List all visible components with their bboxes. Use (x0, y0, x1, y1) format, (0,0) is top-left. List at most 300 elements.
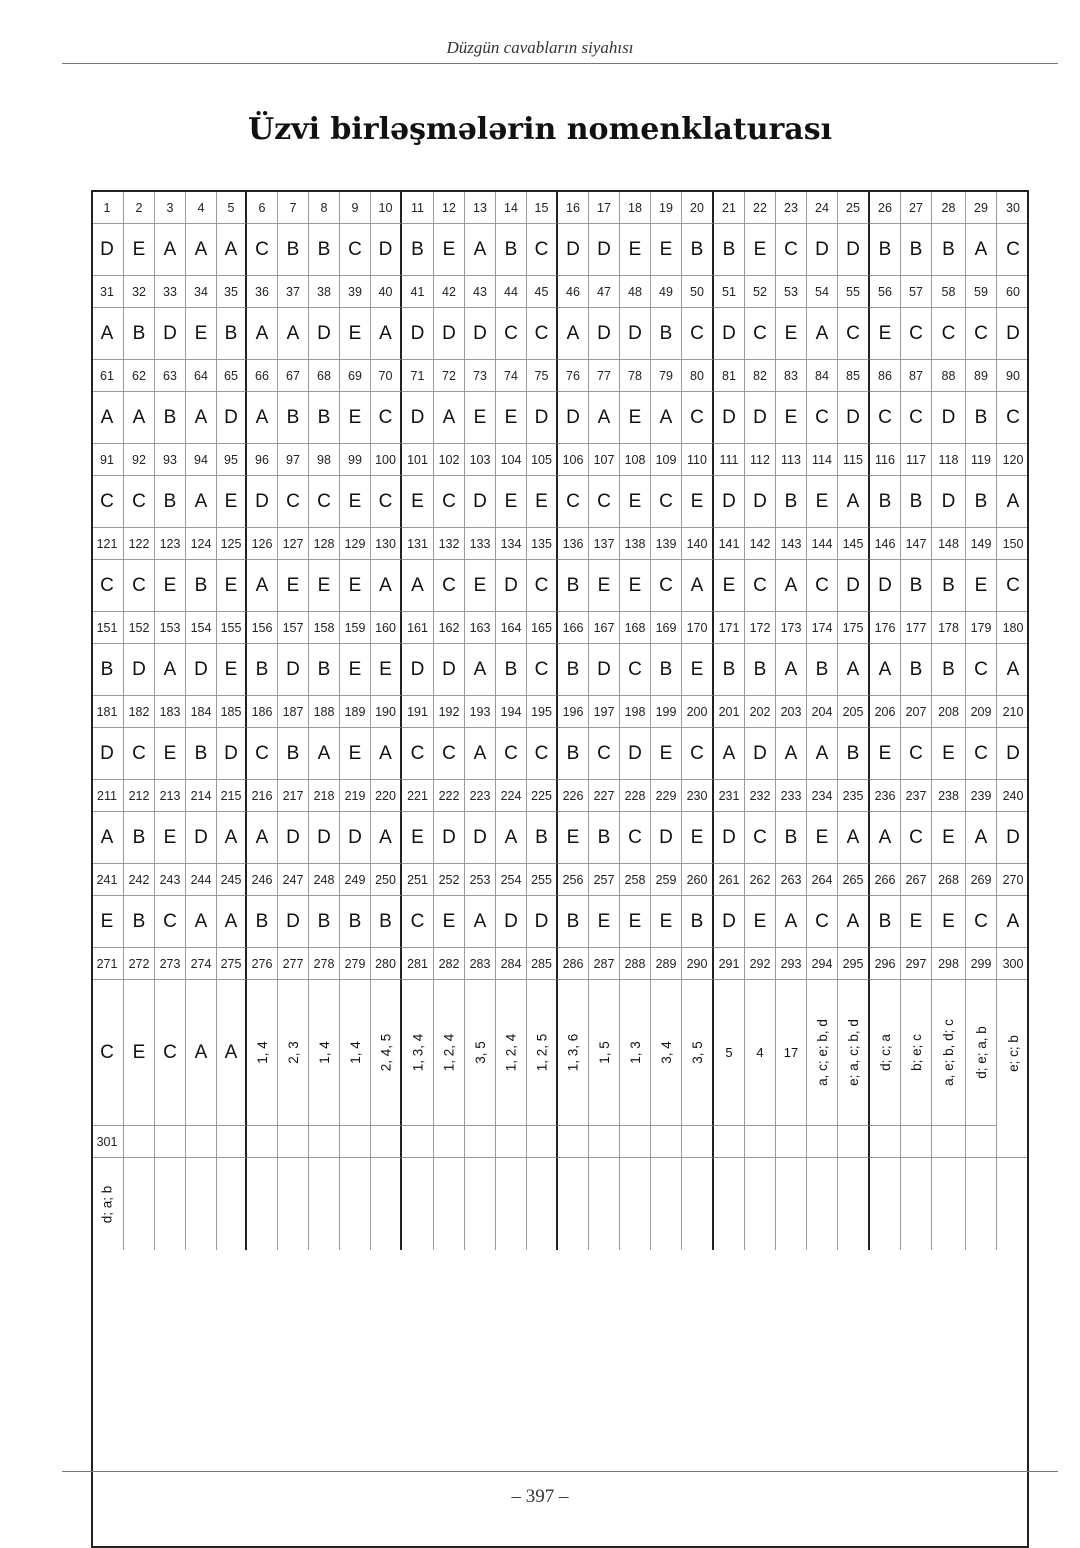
answer-cell: B (309, 392, 340, 444)
question-number-cell: 275 (217, 948, 247, 980)
question-number-cell: 6 (247, 192, 278, 224)
question-number-cell: 283 (465, 948, 496, 980)
question-number-cell: 92 (124, 444, 155, 476)
answer-cell: D (278, 812, 309, 864)
answer-cell: D (714, 896, 745, 948)
question-number-cell: 235 (838, 780, 870, 812)
answer-cell: D (155, 308, 186, 360)
answer-cell: B (340, 896, 371, 948)
answer-cell: C (527, 560, 558, 612)
question-number-cell: 114 (807, 444, 838, 476)
question-number-cell: 277 (278, 948, 309, 980)
answer-cell: C (966, 308, 997, 360)
question-number-cell: 197 (589, 696, 620, 728)
answer-cell: E (620, 476, 651, 528)
question-number-cell: 284 (496, 948, 527, 980)
question-number-cell (434, 1126, 465, 1158)
question-number-cell: 253 (465, 864, 496, 896)
question-number-cell: 211 (91, 780, 124, 812)
answer-cell: D (997, 812, 1029, 864)
answer-cell (558, 1158, 589, 1250)
question-number-cell: 64 (186, 360, 217, 392)
question-number-cell: 246 (247, 864, 278, 896)
question-number-cell: 87 (901, 360, 932, 392)
answer-cell: E (340, 308, 371, 360)
answer-cell (91, 1158, 124, 1250)
question-number-cell: 208 (932, 696, 966, 728)
answer-cell: A (838, 812, 870, 864)
answer-cell: B (155, 476, 186, 528)
answer-cell: E (124, 224, 155, 276)
answer-cell (247, 1158, 278, 1250)
answer-cell: E (620, 392, 651, 444)
question-number-cell: 50 (682, 276, 714, 308)
question-number-cell (247, 1126, 278, 1158)
answer-cell: C (745, 308, 776, 360)
question-number-cell: 269 (966, 864, 997, 896)
question-number-cell: 105 (527, 444, 558, 476)
answer-cell: E (217, 560, 247, 612)
answer-cell: B (870, 476, 901, 528)
question-number-cell: 26 (870, 192, 901, 224)
answer-cell: C (745, 812, 776, 864)
answer-text-rotated: e; a, c; b, d (845, 1019, 861, 1086)
answer-cell: D (465, 308, 496, 360)
question-number-cell: 203 (776, 696, 807, 728)
question-number-cell: 165 (527, 612, 558, 644)
question-number-cell: 104 (496, 444, 527, 476)
answer-cell: E (434, 224, 465, 276)
question-number-cell: 17 (589, 192, 620, 224)
answer-cell (217, 1158, 247, 1250)
answer-cell: E (217, 476, 247, 528)
question-number-cell: 110 (682, 444, 714, 476)
question-number-cell: 238 (932, 780, 966, 812)
answer-cell: A (278, 308, 309, 360)
answer-cell (434, 1158, 465, 1250)
answer-cell: E (620, 224, 651, 276)
answer-cell: E (465, 560, 496, 612)
question-number-cell: 156 (247, 612, 278, 644)
answer-cell: E (776, 392, 807, 444)
question-number-cell (651, 1126, 682, 1158)
answer-cell (714, 1158, 745, 1250)
question-number-cell: 157 (278, 612, 309, 644)
question-number-cell: 4 (186, 192, 217, 224)
answer-cell: C (997, 224, 1029, 276)
question-number-cell: 173 (776, 612, 807, 644)
answer-cell: C (997, 392, 1029, 444)
answer-cell: B (278, 392, 309, 444)
question-number-cell: 75 (527, 360, 558, 392)
question-number-cell: 189 (340, 696, 371, 728)
answer-cell: A (217, 812, 247, 864)
question-number-cell: 143 (776, 528, 807, 560)
question-number-cell: 93 (155, 444, 186, 476)
answer-cell: A (186, 392, 217, 444)
answer-cell (776, 1158, 807, 1250)
answer-cell (682, 980, 714, 1126)
answer-cell: C (838, 308, 870, 360)
answer-cell: D (932, 476, 966, 528)
question-number-cell: 117 (901, 444, 932, 476)
question-number-cell: 126 (247, 528, 278, 560)
question-number-cell: 82 (745, 360, 776, 392)
answer-cell: A (186, 476, 217, 528)
answer-text-rotated: 3, 5 (689, 1041, 705, 1064)
answer-cell: E (186, 308, 217, 360)
answer-cell: B (217, 308, 247, 360)
question-number-cell: 293 (776, 948, 807, 980)
answer-cell: E (589, 560, 620, 612)
answer-cell: C (247, 728, 278, 780)
answer-cell: C (124, 560, 155, 612)
question-number-cell: 97 (278, 444, 309, 476)
answer-cell: D (589, 644, 620, 696)
question-number-cell: 134 (496, 528, 527, 560)
answer-cell (682, 1158, 714, 1250)
question-number-cell: 57 (901, 276, 932, 308)
answer-text-rotated: 2, 4, 5 (378, 1033, 393, 1072)
answer-cell: A (402, 560, 434, 612)
question-number-cell: 196 (558, 696, 589, 728)
question-number-cell: 272 (124, 948, 155, 980)
question-number-cell: 200 (682, 696, 714, 728)
answer-cell: A (776, 560, 807, 612)
question-number-cell: 95 (217, 444, 247, 476)
question-number-cell: 250 (371, 864, 402, 896)
answer-cell: E (217, 644, 247, 696)
answer-cell: B (870, 224, 901, 276)
question-number-cell: 252 (434, 864, 465, 896)
answer-text-rotated: 1, 3 (627, 1041, 643, 1064)
answer-cell: C (997, 560, 1029, 612)
question-number-cell (589, 1126, 620, 1158)
answer-cell: C (527, 728, 558, 780)
answer-cell: A (371, 560, 402, 612)
answer-cell: B (155, 392, 186, 444)
answer-cell: D (278, 644, 309, 696)
answer-cell: E (807, 812, 838, 864)
question-number-cell: 107 (589, 444, 620, 476)
question-number-cell (838, 1126, 870, 1158)
answer-cell: C (496, 308, 527, 360)
answer-cell: B (932, 224, 966, 276)
answer-text-rotated: b; e; c (908, 1034, 924, 1071)
question-number-cell: 69 (340, 360, 371, 392)
question-number-cell: 85 (838, 360, 870, 392)
question-number-cell: 264 (807, 864, 838, 896)
question-number-cell: 175 (838, 612, 870, 644)
question-number-cell: 205 (838, 696, 870, 728)
question-number-cell: 210 (997, 696, 1029, 728)
question-number-cell: 14 (496, 192, 527, 224)
answer-cell: D (997, 308, 1029, 360)
question-number-cell (340, 1126, 371, 1158)
question-number-cell: 237 (901, 780, 932, 812)
answer-cell: D (402, 392, 434, 444)
question-number-cell: 278 (309, 948, 340, 980)
answer-cell (776, 980, 807, 1126)
answer-cell: E (340, 476, 371, 528)
question-number-cell: 67 (278, 360, 309, 392)
question-number-cell (371, 1126, 402, 1158)
answer-cell: B (309, 644, 340, 696)
question-number-cell: 68 (309, 360, 340, 392)
question-number-cell: 46 (558, 276, 589, 308)
question-number-cell: 32 (124, 276, 155, 308)
question-number-cell: 62 (124, 360, 155, 392)
question-number-cell: 195 (527, 696, 558, 728)
question-number-cell: 204 (807, 696, 838, 728)
answer-cell: C (651, 560, 682, 612)
question-number-cell: 13 (465, 192, 496, 224)
answer-cell: E (527, 476, 558, 528)
answer-cell: C (901, 728, 932, 780)
question-number-cell: 79 (651, 360, 682, 392)
answer-cell: D (340, 812, 371, 864)
question-number-cell: 170 (682, 612, 714, 644)
question-number-cell: 256 (558, 864, 589, 896)
answer-cell: C (807, 896, 838, 948)
question-number-cell: 39 (340, 276, 371, 308)
question-number-cell: 279 (340, 948, 371, 980)
question-number-cell: 243 (155, 864, 186, 896)
question-number-cell: 163 (465, 612, 496, 644)
question-number-cell: 102 (434, 444, 465, 476)
answer-text: 5 (725, 1045, 733, 1060)
question-number-cell: 7 (278, 192, 309, 224)
answer-cell: E (91, 896, 124, 948)
answer-cell: B (776, 812, 807, 864)
question-number-cell: 63 (155, 360, 186, 392)
answer-cell: E (434, 896, 465, 948)
answer-cell: A (651, 392, 682, 444)
question-number-cell: 148 (932, 528, 966, 560)
answer-cell (496, 1158, 527, 1250)
answer-cell (402, 980, 434, 1126)
question-number-cell: 124 (186, 528, 217, 560)
answer-cell: A (186, 224, 217, 276)
answer-cell: B (589, 812, 620, 864)
answer-cell: D (402, 644, 434, 696)
question-number-cell: 294 (807, 948, 838, 980)
question-number-cell: 172 (745, 612, 776, 644)
question-number-cell: 120 (997, 444, 1029, 476)
question-number-cell: 65 (217, 360, 247, 392)
question-number-cell: 137 (589, 528, 620, 560)
answer-cell: D (402, 308, 434, 360)
question-number-cell (465, 1126, 496, 1158)
question-number-cell: 177 (901, 612, 932, 644)
question-number-cell: 86 (870, 360, 901, 392)
question-number-cell: 207 (901, 696, 932, 728)
question-number-cell (620, 1126, 651, 1158)
answer-cell (901, 980, 932, 1126)
question-number-cell: 244 (186, 864, 217, 896)
answer-cell: D (745, 728, 776, 780)
answer-cell: A (589, 392, 620, 444)
question-number-cell: 281 (402, 948, 434, 980)
question-number-cell: 226 (558, 780, 589, 812)
question-number-cell: 146 (870, 528, 901, 560)
question-number-cell: 174 (807, 612, 838, 644)
answer-cell: D (496, 560, 527, 612)
answer-cell: A (247, 560, 278, 612)
answer-cell: A (966, 224, 997, 276)
question-number-cell: 136 (558, 528, 589, 560)
question-number-cell: 96 (247, 444, 278, 476)
question-number-cell: 118 (932, 444, 966, 476)
question-number-cell (745, 1126, 776, 1158)
answer-cell: B (807, 644, 838, 696)
question-number-cell: 106 (558, 444, 589, 476)
answer-cell: C (901, 392, 932, 444)
question-number-cell: 231 (714, 780, 745, 812)
question-number-cell: 31 (91, 276, 124, 308)
answer-cell: E (402, 476, 434, 528)
answer-cell (589, 1158, 620, 1250)
answer-cell: A (217, 224, 247, 276)
question-number-cell: 188 (309, 696, 340, 728)
question-number-cell: 81 (714, 360, 745, 392)
question-number-cell: 241 (91, 864, 124, 896)
answer-cell: C (434, 560, 465, 612)
answer-cell: E (340, 560, 371, 612)
question-number-cell: 291 (714, 948, 745, 980)
answer-cell: C (124, 728, 155, 780)
question-number-cell: 33 (155, 276, 186, 308)
question-number-cell: 128 (309, 528, 340, 560)
answer-cell: D (558, 224, 589, 276)
answer-cell (527, 980, 558, 1126)
question-number-cell: 202 (745, 696, 776, 728)
answer-cell: A (309, 728, 340, 780)
answer-cell: A (807, 308, 838, 360)
answer-cell: B (186, 560, 217, 612)
answer-cell: B (966, 392, 997, 444)
question-number-cell: 141 (714, 528, 745, 560)
answer-cell: A (465, 644, 496, 696)
answer-text-rotated: a, e; b, d; c (941, 1019, 957, 1086)
question-number-cell: 206 (870, 696, 901, 728)
question-number-cell: 299 (966, 948, 997, 980)
answer-cell (807, 1158, 838, 1250)
question-number-cell: 152 (124, 612, 155, 644)
answer-cell: B (682, 896, 714, 948)
question-number-cell: 123 (155, 528, 186, 560)
question-number-cell: 90 (997, 360, 1029, 392)
answer-cell: C (870, 392, 901, 444)
question-number-cell: 101 (402, 444, 434, 476)
question-number-cell: 121 (91, 528, 124, 560)
answer-cell: A (186, 896, 217, 948)
question-number-cell: 119 (966, 444, 997, 476)
question-number-cell (496, 1126, 527, 1158)
answer-cell: D (838, 560, 870, 612)
question-number-cell: 285 (527, 948, 558, 980)
answer-cell (340, 980, 371, 1126)
answer-cell: B (496, 644, 527, 696)
answer-cell: B (714, 644, 745, 696)
answer-cell: C (776, 224, 807, 276)
answer-cell: A (870, 812, 901, 864)
answer-cell: D (932, 392, 966, 444)
question-number-cell (776, 1126, 807, 1158)
question-number-cell: 42 (434, 276, 465, 308)
question-number-cell: 193 (465, 696, 496, 728)
question-number-cell: 160 (371, 612, 402, 644)
answer-cell: B (496, 224, 527, 276)
question-number-cell: 286 (558, 948, 589, 980)
question-number-cell: 212 (124, 780, 155, 812)
answer-cell (620, 1158, 651, 1250)
question-number-cell: 70 (371, 360, 402, 392)
answer-cell: E (309, 560, 340, 612)
answer-cell: A (247, 308, 278, 360)
answer-cell: A (124, 392, 155, 444)
question-number-cell: 190 (371, 696, 402, 728)
question-number-cell: 84 (807, 360, 838, 392)
answer-cell: D (714, 308, 745, 360)
question-number-cell: 135 (527, 528, 558, 560)
answer-cell: E (807, 476, 838, 528)
answer-cell: A (247, 812, 278, 864)
question-number-cell: 292 (745, 948, 776, 980)
question-number-cell: 25 (838, 192, 870, 224)
answer-cell: B (651, 644, 682, 696)
answer-cell: C (309, 476, 340, 528)
answer-cell: A (465, 728, 496, 780)
question-number-cell: 58 (932, 276, 966, 308)
answer-text-rotated: 1, 2, 4 (441, 1033, 457, 1072)
answer-cell: D (997, 728, 1029, 780)
answer-cell: C (527, 308, 558, 360)
answer-cell: D (309, 812, 340, 864)
answer-cell: A (776, 728, 807, 780)
answer-cell: B (966, 476, 997, 528)
question-number-cell: 43 (465, 276, 496, 308)
answer-cell: B (932, 644, 966, 696)
question-number-cell: 194 (496, 696, 527, 728)
question-number-cell: 164 (496, 612, 527, 644)
answer-cell: C (807, 392, 838, 444)
answer-cell: D (620, 308, 651, 360)
question-number-cell: 255 (527, 864, 558, 896)
answer-cell (527, 1158, 558, 1250)
answer-cell: C (124, 476, 155, 528)
question-number-cell (402, 1126, 434, 1158)
answer-cell: D (838, 392, 870, 444)
question-number-cell: 271 (91, 948, 124, 980)
question-number-cell: 267 (901, 864, 932, 896)
question-number-cell: 8 (309, 192, 340, 224)
section-heading: Üzvi birləşmələrin nomenklaturası (247, 112, 833, 147)
answer-cell (340, 1158, 371, 1250)
question-number-cell: 83 (776, 360, 807, 392)
answer-cell (309, 1158, 340, 1250)
answer-cell: D (527, 896, 558, 948)
answer-text-rotated: 1, 3, 6 (565, 1033, 581, 1072)
answer-cell (371, 1158, 402, 1250)
answer-cell (434, 980, 465, 1126)
question-number-cell: 263 (776, 864, 807, 896)
answer-text-rotated: 1, 4 (254, 1041, 270, 1064)
answer-cell: A (371, 308, 402, 360)
answer-text-rotated: 1, 4 (316, 1041, 332, 1064)
question-number-cell (901, 1126, 932, 1158)
answer-cell: C (682, 308, 714, 360)
